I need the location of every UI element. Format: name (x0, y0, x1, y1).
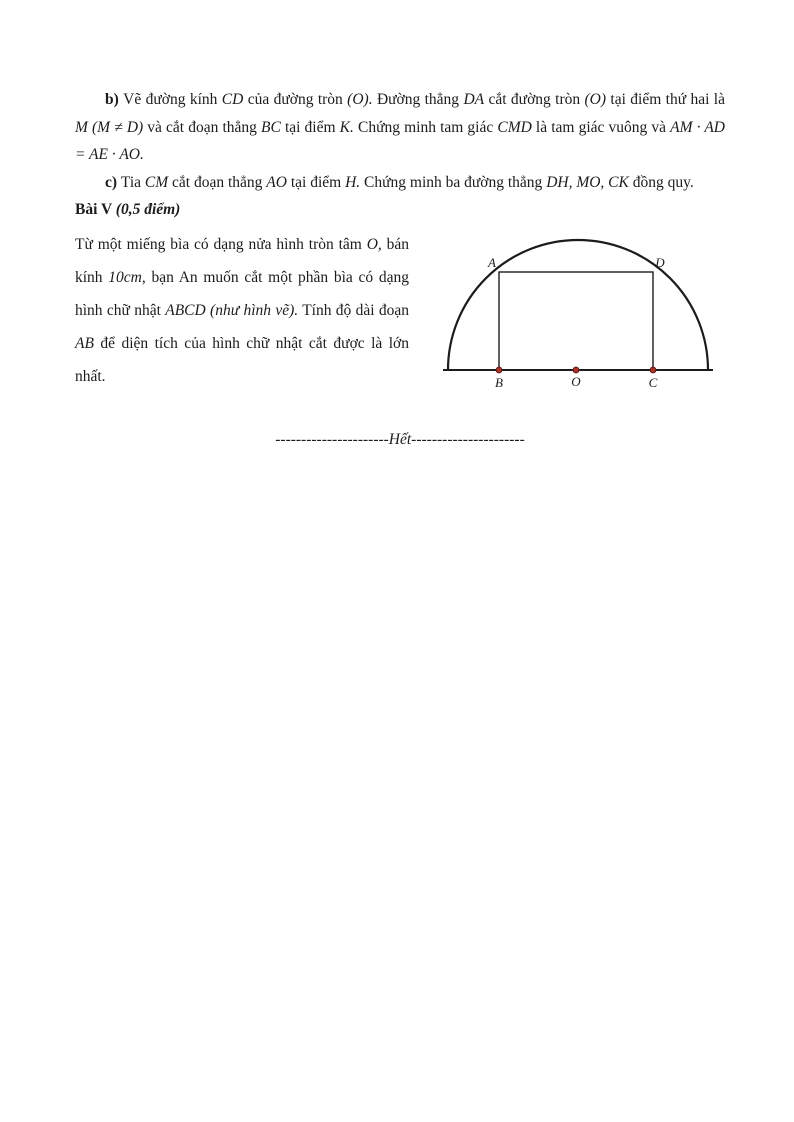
rectangle-abcd (499, 272, 653, 370)
problem-text: Từ một miếng bìa có dạng nửa hình tròn tâm O, bán kính 10cm, bạn An muốn cắt một phần bìa có dạng hình chữ nhật ABCD (như hình vẽ). Tính độ dài đoạn AB để diện tích của hình chữ nhật cắt được là lớn nhất. (75, 236, 410, 385)
problem-row (75, 229, 725, 397)
label-a: A (488, 255, 496, 271)
paragraph-b: b) Vẽ đường kính CD của đường tròn (O). Đường thẳng DA cắt đường tròn (O) tại điểm thứ hai là M (M ≠ D) và cắt đoạn thẳng BC tại điểm K. Chứng minh tam giác CMD là tam giác vuông và AM · AD = AE · AO. (75, 91, 725, 164)
label-c: C (648, 375, 658, 391)
point-o-dot (573, 367, 579, 373)
label-b: B (495, 375, 503, 391)
paragraph-c: c) Tia CM cắt đoạn thẳng AO tại điểm H. Chứng minh ba đường thẳng DH, MO, CK đồng quy. (105, 173, 694, 191)
point-c-dot (650, 367, 656, 373)
semicircle-figure (441, 229, 721, 397)
section-label: Bài V (75, 201, 116, 219)
label-o: O (571, 374, 581, 390)
point-b-dot (496, 367, 502, 373)
footer-het: ----------------------Hết---------------------- (275, 431, 525, 449)
label-d: D (655, 255, 665, 271)
section-heading (75, 198, 725, 223)
document-content (75, 86, 725, 449)
semicircle-arc (448, 240, 708, 370)
section-points: (0,5 điểm) (115, 201, 181, 219)
